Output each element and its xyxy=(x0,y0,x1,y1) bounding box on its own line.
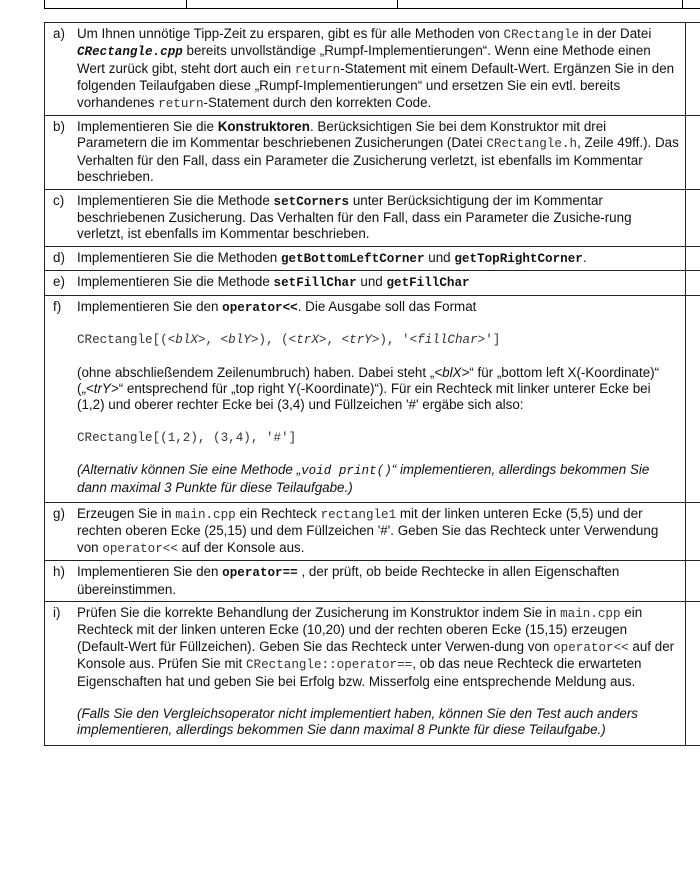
alternative-note: (Alternativ können Sie eine Methode „void print()“ implementieren, allerdings bekommen Sie dann maximal 3 Punkte für diese Teilaufgabe.) xyxy=(77,462,650,495)
points-cell xyxy=(686,295,700,502)
points-cell xyxy=(686,246,700,270)
task-row-f xyxy=(45,295,700,502)
task-label: i) xyxy=(53,604,61,620)
task-row-c xyxy=(45,189,700,246)
task-text: Um Ihnen unnötige Tipp-Zeit zu ersparen, gibt es für alle Methoden von CRectangle in der Datei CRectangle.cpp bereits unvollständige „Rumpf-Implementierungen“. Wenn eine Methode einen Wert zurück gibt, steht dort auch ein return-Statement mit einem Default-Wert. Ergänzen Sie in den folgenden Teilaufgaben diese „Rumpf-Implementierungen“ und ersetzen Sie ein evtl. bereits vorhandenes return-Statement durch den korrekten Code. xyxy=(77,26,675,111)
task-label: b) xyxy=(53,119,65,135)
task-text: Prüfen Sie die korrekte Behandlung der Zusicherung im Konstruktor indem Sie in main.cpp ein Rechteck mit der linken unteren Ecke (10,20) und der rechten oberen Ecke (15,15) erzeugen (Default-Wert für Füllzeichen). Geben Sie das Rechteck unter Verwen-dung von operator<< auf der Konsole aus. Prüfen Sie mit CRectangle::operator==, ob das neue Rechteck die erwarteten Eigenschaften hat und geben Sie bei Erfolg bzw. Misserfolg eine entsprechende Meldung aus. (Falls Sie den Vergleichsoperator nicht implementiert haben, können Sie den Test auch anders implementieren, allerdings bekommen Sie dann maximal 8 Punkte für diese Teilaufgabe.) xyxy=(77,605,679,739)
task-label: h) xyxy=(53,564,65,580)
task-label: g) xyxy=(53,505,65,521)
task-row-e xyxy=(45,271,700,295)
format-explanation: (ohne abschließendem Zeilenumbruch) haben. Dabei steht „<blX>“ für „bottom left X(-Koordinate)“ („<trY>“ entsprechend für „top right Y(-Koordinate)“). Für ein Rechteck mit linker unterer Ecke bei (1,2) und oberer rechter Ecke bei (3,4) und Füllzeichen '#' ergäbe sich also: xyxy=(77,364,660,413)
task-label: a) xyxy=(53,26,65,41)
task-row-a xyxy=(45,23,700,116)
task-label: e) xyxy=(53,274,65,290)
task-row-i xyxy=(45,601,700,745)
task-text: Implementieren Sie den operator== , der prüft, ob beide Rechtecke in allen Eigenschaften übereinstimmen. xyxy=(77,564,620,597)
points-cell xyxy=(686,271,700,295)
output-example: CRectangle[(1,2), (3,4), '#'] xyxy=(77,430,297,445)
points-cell xyxy=(686,561,700,602)
task-label: d) xyxy=(53,249,65,265)
previous-table-row xyxy=(44,0,700,9)
points-cell xyxy=(686,601,700,745)
task-row-d xyxy=(45,246,700,270)
task-label: f) xyxy=(53,298,62,314)
task-text: Implementieren Sie den operator<<. Die Ausgabe soll das Format CRectangle[(<blX>, <blY>), (<trX>, <trY>), '<fillChar>'] (ohne abschließendem Zeilenumbruch) haben. Dabei steht „<blX>“ für „bottom left X(-Koordinate)“ („<trY>“ entsprechend für „top right Y(-Koordinate)“). Für ein Rechteck mit linker unterer Ecke bei (1,2) und oberer rechter Ecke bei (3,4) und Füllzeichen '#' ergäbe sich also: CRectangle[(1,2), (3,4), '#'] (Alternativ können Sie eine Methode „void print()“ implementieren, allerdings bekommen Sie dann maximal 3 Punkte für diese Teilaufgabe.) xyxy=(77,299,679,496)
task-row-h xyxy=(45,561,700,602)
task-text: Erzeugen Sie in main.cpp ein Rechteck rectangle1 mit der linken unteren Ecke (5,5) und der rechten oberen Ecke (25,15) und dem Füllzeichen '#'. Geben Sie das Rechteck unter Verwendung von operator<< auf der Konsole aus. xyxy=(77,505,659,556)
points-cell xyxy=(686,502,700,560)
task-table xyxy=(44,22,700,746)
output-format: CRectangle[(<blX>, <blY>), (<trX>, <trY>), '<fillChar>'] xyxy=(77,333,501,348)
task-row-b xyxy=(45,116,700,190)
task-text: Implementieren Sie die Methode setCorners unter Berücksichtigung der im Kommentar beschriebenen Zusicherung. Das Verhalten für den Fall, dass ein Parameter die Zusiche-rung verletzt, ist ebenfalls im Kommentar beschrieben. xyxy=(77,192,632,242)
points-cell xyxy=(686,116,700,190)
task-text: Implementieren Sie die Konstruktoren. Berücksichtigen Sie bei dem Konstruktor mit drei Parametern die im Kommentar beschriebenen Zusicherungen (Datei CRectangle.h, Zeile 49ff.). Das Verhalten für den Fall, dass ein Parameter die Zusicherung verletzt, ist ebenfalls im Kommentar beschrieben. xyxy=(77,119,679,185)
task-text: Implementieren Sie die Methode setFillChar und getFillChar xyxy=(77,274,470,291)
points-cell xyxy=(686,189,700,246)
task-text: Implementieren Sie die Methoden getBottomLeftCorner und getTopRightCorner. xyxy=(77,249,587,266)
task-label: c) xyxy=(53,192,65,208)
task-row-g xyxy=(45,502,700,560)
fallback-note: (Falls Sie den Vergleichsoperator nicht implementiert haben, können Sie den Test auch anders implementieren, allerdings bekommen Sie dann maximal 8 Punkte für diese Teilaufgabe.) xyxy=(77,706,638,738)
points-cell xyxy=(686,23,700,116)
